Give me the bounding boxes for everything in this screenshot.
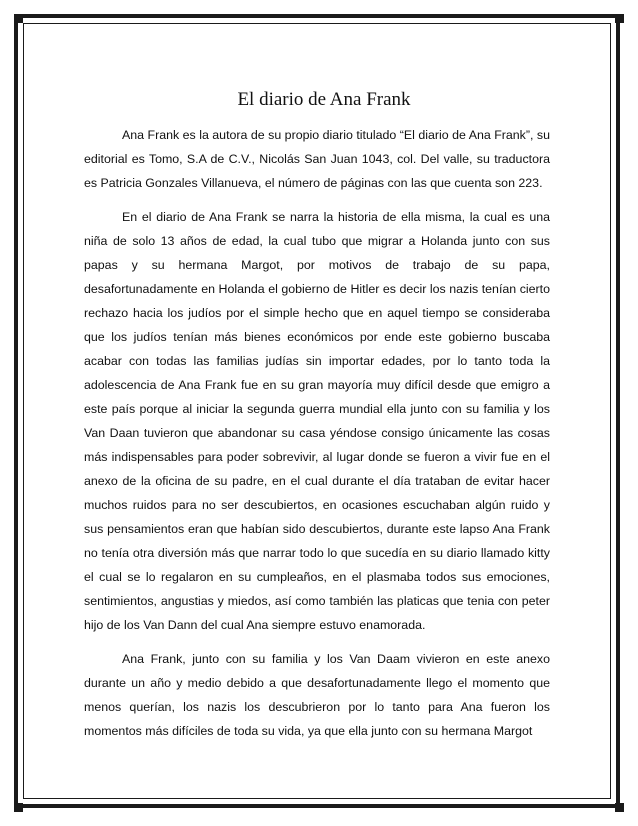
- border-corner-top-right: [615, 14, 624, 23]
- document-body: [84, 88, 550, 753]
- border-corner-bottom-right: [615, 803, 624, 812]
- document-title: El diario de Ana Frank: [237, 89, 411, 110]
- paragraph-1: Ana Frank es la autora de su propio diario titulado “El diario de Ana Frank”, su editorial es Tomo, S.A de C.V., Nicolás San Juan 1043, col. Del valle, su traductora es Patricia Gonzales Villanueva, el número de páginas con las que cuenta son 223.: [84, 128, 550, 190]
- paragraph-3: Ana Frank, junto con su familia y los Van Daam vivieron en este anexo durante un año y medio debido a que desafortunadamente llego el momento que menos querían, los nazis los descubrieron por lo tanto para Ana fueron los momentos más difíciles de toda su vida, ya que ella junto con su hermana Margot: [84, 652, 550, 738]
- border-corner-bottom-left: [14, 803, 23, 812]
- paragraph-2: En el diario de Ana Frank se narra la historia de ella misma, la cual es una niña de solo 13 años de edad, la cual tubo que migrar a Holanda junto con sus papas y su hermana Margot, por motivos de trabajo de su papa, desafortunadamente en Holanda el gobierno de Hitler es decir los nazis tenían cierto rechazo hacia los judíos por el simple hecho que en aquel tiempo se consideraba que los judíos tenían más bienes económicos por ende este gobierno buscaba acabar con todas las familias judías sin importar edades, por lo tanto toda la adolescencia de Ana Frank fue en su gran mayoría muy difícil desde que emigro a este país porque al iniciar la segunda guerra mundial ella junto con su familia y los Van Daan tuvieron que abandonar su casa yéndose consigo únicamente las cosas más indispensables para poder sobrevivir, al lugar donde se fueron a vivir fue en el anexo de la oficina de su padre, en el cual durante el día trataban de evitar hacer muchos ruidos para no ser descubiertos, en ocasiones escuchaban algún ruido y sus pensamientos eran que habían sido descubiertos, durante este lapso Ana Frank no tenía otra diversión más que narrar todo lo que sucedía en su diario llamado kitty el cual se lo regalaron en su cumpleaños, en el plasmaba todos sus emociones, sentimientos, angustias y miedos, así como también las platicas que tenia con peter hijo de los Van Dann del cual Ana siempre estuvo enamorada.: [84, 210, 550, 632]
- border-corner-top-left: [14, 14, 23, 23]
